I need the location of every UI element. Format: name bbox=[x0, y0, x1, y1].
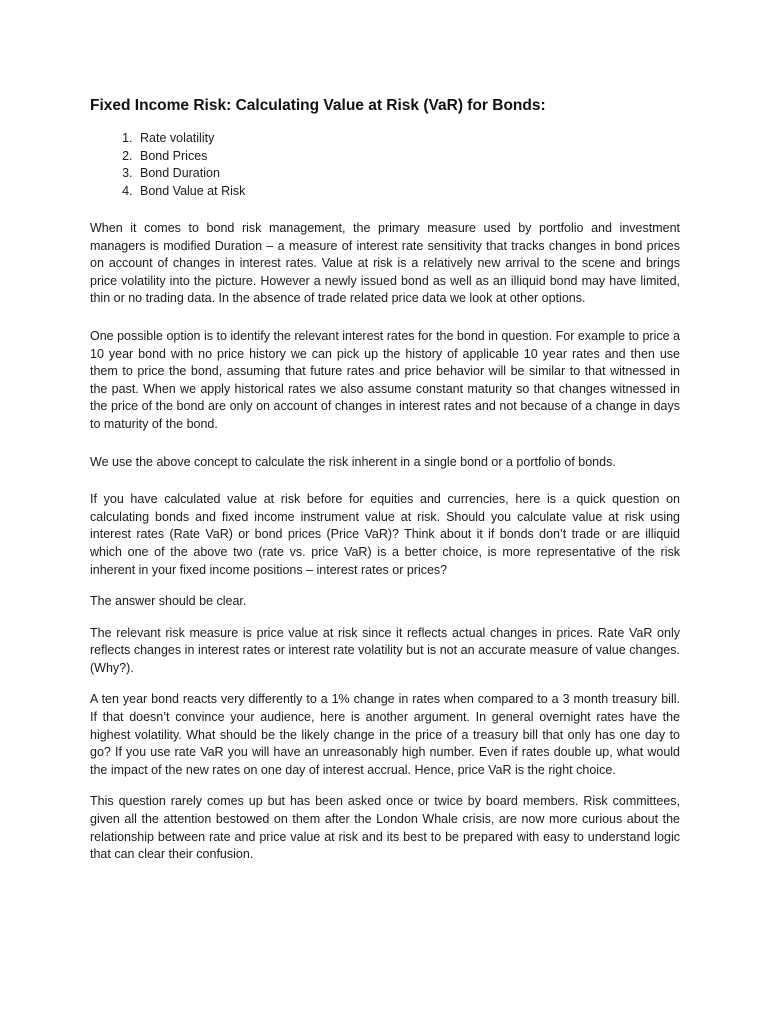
topic-list bbox=[90, 130, 680, 200]
document-title: Fixed Income Risk: Calculating Value at Risk (VaR) for Bonds: bbox=[90, 97, 546, 114]
paragraph-question: If you have calculated value at risk before for equities and currencies, here is a quick question on calculating bonds and fixed income instrument value at risk. Should you calculate value at risk using interest rates (Rate VaR) or bond prices (Price VaR)? Think about it if bonds don’t trade or are illiquid which one of the above two (rate vs. price VaR) is a better choice, is more representative of the risk inherent in your fixed income positions – interest rates or prices? bbox=[90, 492, 680, 577]
paragraph-answer: The answer should be clear. bbox=[90, 594, 247, 609]
paragraph-ten-year-bond: A ten year bond reacts very differently to a 1% change in rates when compared to a 3 month treasury bill. If that doesn’t convince your audience, here is another argument. In general overnight rates have the highest volatility. What should be the likely change in the price of a treasury bill that only has one day to go? If you use rate VaR you will have an unreasonably high number. Even if rates double up, what would the impact of the new rates on one day of interest accrual. Hence, price VaR is the right choice. bbox=[90, 692, 680, 777]
topic-item-rate-volatility: 1. Rate volatility bbox=[136, 130, 680, 148]
topic-item-bond-value-at-risk: 4. Bond Value at Risk bbox=[136, 183, 680, 201]
paragraph-concept-usage: We use the above concept to calculate the risk inherent in a single bond or a portfolio of bonds. bbox=[90, 454, 616, 469]
paragraph-interest-rate-option: One possible option is to identify the relevant interest rates for the bond in question. For example to price a 10 year bond with no price history we can pick up the history of applicable 10 year rates and then use them to price the bond, assuming that future rates and price behavior will be similar to that witnessed in the past. When we apply historical rates we also assume constant maturity so that changes witnessed in the price of the bond are only on account of changes in interest rates and not because of a change in days to maturity of the bond. bbox=[90, 328, 680, 431]
paragraph-price-var: The relevant risk measure is price value at risk since it reflects actual changes in prices. Rate VaR only reflects changes in interest rates or interest rate volatility but is not an accurate measure of value changes. (Why?). bbox=[90, 625, 680, 675]
paragraph-intro: When it comes to bond risk management, the primary measure used by portfolio and investment managers is modified Duration – a measure of interest rate sensitivity that tracks changes in bond prices on account of changes in interest rates. Value at risk is a relatively new arrival to the scene and brings price volatility into the picture. However a newly issued bond as well as an illiquid bond may have limited, thin or no trading data. In the absence of trade related price data we look at other options. bbox=[90, 221, 680, 306]
document-page bbox=[90, 96, 680, 878]
topic-item-bond-prices: 2. Bond Prices bbox=[136, 148, 680, 166]
topic-item-bond-duration: 3. Bond Duration bbox=[136, 165, 680, 183]
paragraph-board-members: This question rarely comes up but has been asked once or twice by board members. Risk committees, given all the attention bestowed on them after the London Whale crisis, are now more curious about the relationship between rate and price value at risk and its best to be prepared with easy to understand logic that can clear their confusion. bbox=[90, 794, 680, 862]
